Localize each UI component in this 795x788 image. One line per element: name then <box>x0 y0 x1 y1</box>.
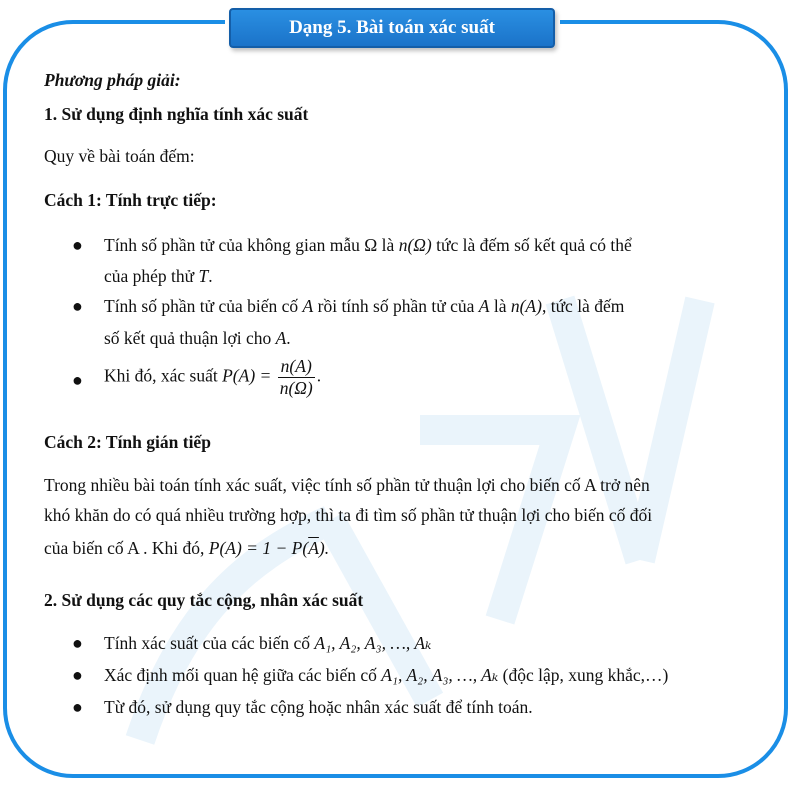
math-A: A <box>478 296 490 316</box>
formula-part: P(A) = 1 − P( <box>208 538 309 558</box>
text: rồi tính số phần tử của <box>317 296 475 316</box>
formula-part: ). <box>318 538 330 558</box>
way2-para-line1: Trong nhiều bài toán tính xác suất, việc tính số phần tử thuận lợi cho biến cố A trở nên <box>44 475 650 495</box>
math-A: A <box>302 296 314 316</box>
math-A: A <box>275 328 287 348</box>
way2-para-line2: khó khăn do có quá nhiều trường hợp, thì ta đi tìm số phần tử thuận lợi cho biến cố đối <box>44 505 653 525</box>
math-n-A: n(A) <box>510 296 542 316</box>
way2-para-line3 <box>44 538 329 559</box>
way1-bullet2-line1 <box>104 296 624 317</box>
text: số kết quả thuận lợi cho <box>104 328 272 348</box>
text: Xác định mối quan hệ giữa các biến cố <box>104 665 377 685</box>
math-T: T <box>198 266 209 286</box>
text: Tính xác suất của các biến cố <box>104 633 311 653</box>
text: của biến cố A . Khi đó, <box>44 538 205 558</box>
fraction-denominator: n(Ω) <box>279 378 313 398</box>
method-heading: Phương pháp giải: <box>44 70 181 90</box>
bullet-dot: ● <box>72 296 83 316</box>
section2-bullet2 <box>104 665 668 686</box>
text: . <box>208 266 213 286</box>
section1-intro: Quy về bài toán đếm: <box>44 146 195 166</box>
section2-bullet3: Từ đó, sử dụng quy tắc cộng hoặc nhân xác suất để tính toán. <box>104 697 533 717</box>
text: (độc lập, xung khắc,…) <box>502 665 669 685</box>
math-P-A: P(A) = <box>222 365 272 386</box>
bullet-dot: ● <box>72 633 83 653</box>
title-banner <box>229 8 555 48</box>
bullet-dot: ● <box>72 697 83 717</box>
way1-bullet1-line1 <box>104 235 632 256</box>
fraction-numerator: n(A) <box>278 356 315 378</box>
bullet-dot: ● <box>72 235 83 255</box>
text: của phép thử <box>104 266 195 286</box>
bullet-dot: ● <box>72 665 83 685</box>
section2-heading: 2. Sử dụng các quy tắc cộng, nhân xác suất <box>44 590 364 610</box>
section1-heading: 1. Sử dụng định nghĩa tính xác suất <box>44 104 309 124</box>
math-complement-formula <box>209 538 329 558</box>
text: , tức là đếm <box>541 296 625 316</box>
way1-bullet3 <box>104 356 321 399</box>
text: . <box>316 365 322 386</box>
text: . <box>286 328 291 348</box>
math-omega: Ω <box>364 235 378 255</box>
math-events: A₁, A₂, A₃, …, Aₖ <box>381 665 499 685</box>
way2-heading: Cách 2: Tính gián tiếp <box>44 432 211 452</box>
way1-heading: Cách 1: Tính trực tiếp: <box>44 190 217 210</box>
way1-bullet1-line2 <box>104 266 213 287</box>
text: tức là đếm số kết quả có thể <box>436 235 632 255</box>
section2-bullet1 <box>104 633 431 654</box>
title-text: Dạng 5. Bài toán xác suất <box>289 17 495 38</box>
text: Tính số phần tử của biến cố <box>104 296 299 316</box>
math-n-omega: n(Ω) <box>398 235 432 255</box>
formula-bar-A: $\overline{A}$ <box>308 538 319 558</box>
text: Tính số phần tử của không gian mẫu <box>104 235 360 255</box>
way1-bullet2-line2 <box>104 328 291 349</box>
math-fraction <box>278 356 315 399</box>
text: là <box>381 235 395 255</box>
math-events: A₁, A₂, A₃, …, Aₖ <box>314 633 432 653</box>
bullet-dot: ● <box>72 370 83 390</box>
text: là <box>493 296 507 316</box>
text: Khi đó, xác suất <box>104 365 218 386</box>
